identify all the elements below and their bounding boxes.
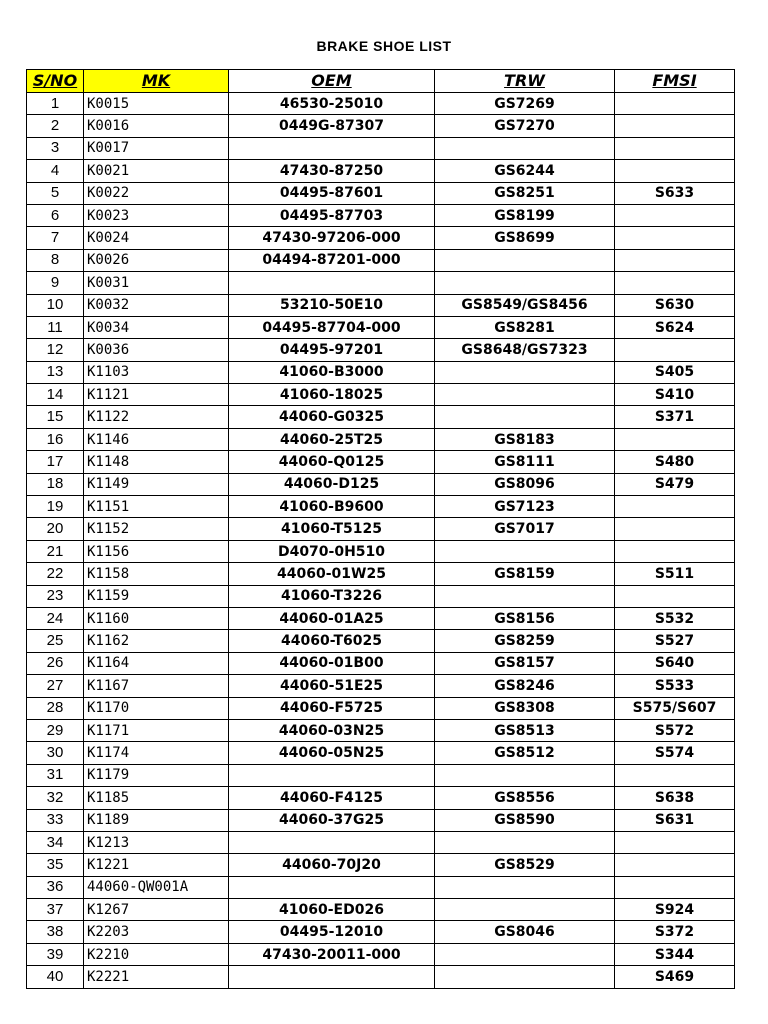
table-row xyxy=(27,876,735,898)
cell-fmsi xyxy=(615,160,735,182)
cell-mk: K2221 xyxy=(84,966,229,988)
table-row xyxy=(27,943,735,965)
cell-mk: K1162 xyxy=(84,630,229,652)
cell-sno: 35 xyxy=(27,854,84,876)
cell-oem xyxy=(229,137,435,159)
cell-fmsi xyxy=(615,540,735,562)
cell-mk: K1189 xyxy=(84,809,229,831)
cell-mk: K1121 xyxy=(84,384,229,406)
cell-sno: 25 xyxy=(27,630,84,652)
table-row xyxy=(27,451,735,473)
cell-sno: 34 xyxy=(27,831,84,853)
cell-oem xyxy=(229,966,435,988)
cell-fmsi: S480 xyxy=(615,451,735,473)
cell-mk: K1167 xyxy=(84,675,229,697)
cell-fmsi: S575/S607 xyxy=(615,697,735,719)
table-row xyxy=(27,339,735,361)
cell-oem: 04495-97201 xyxy=(229,339,435,361)
cell-mk: K0022 xyxy=(84,182,229,204)
cell-oem: 04495-12010 xyxy=(229,921,435,943)
cell-trw: GS8699 xyxy=(435,227,615,249)
cell-oem xyxy=(229,272,435,294)
cell-trw: GS8156 xyxy=(435,607,615,629)
cell-fmsi: S533 xyxy=(615,675,735,697)
table-row xyxy=(27,809,735,831)
cell-fmsi: S624 xyxy=(615,316,735,338)
cell-mk: K1146 xyxy=(84,428,229,450)
table-row xyxy=(27,249,735,271)
cell-trw xyxy=(435,540,615,562)
cell-fmsi xyxy=(615,227,735,249)
cell-trw: GS8111 xyxy=(435,451,615,473)
cell-fmsi: S572 xyxy=(615,719,735,741)
cell-trw: GS7269 xyxy=(435,93,615,115)
cell-mk: K1185 xyxy=(84,787,229,809)
cell-sno: 7 xyxy=(27,227,84,249)
cell-fmsi: S511 xyxy=(615,563,735,585)
table-row xyxy=(27,316,735,338)
table-row xyxy=(27,93,735,115)
cell-fmsi: S405 xyxy=(615,361,735,383)
cell-mk: K1158 xyxy=(84,563,229,585)
cell-oem: 04494-87201-000 xyxy=(229,249,435,271)
table-row xyxy=(27,854,735,876)
cell-fmsi xyxy=(615,518,735,540)
cell-sno: 40 xyxy=(27,966,84,988)
cell-oem xyxy=(229,876,435,898)
table-row xyxy=(27,294,735,316)
table-row xyxy=(27,137,735,159)
cell-trw: GS7270 xyxy=(435,115,615,137)
cell-trw xyxy=(435,899,615,921)
cell-fmsi: S532 xyxy=(615,607,735,629)
cell-fmsi: S410 xyxy=(615,384,735,406)
cell-oem: 47430-20011-000 xyxy=(229,943,435,965)
cell-oem: 44060-70J20 xyxy=(229,854,435,876)
cell-fmsi xyxy=(615,831,735,853)
cell-trw: GS8529 xyxy=(435,854,615,876)
cell-sno: 1 xyxy=(27,93,84,115)
cell-fmsi: S527 xyxy=(615,630,735,652)
cell-sno: 2 xyxy=(27,115,84,137)
cell-oem: 44060-01W25 xyxy=(229,563,435,585)
cell-mk: K1149 xyxy=(84,473,229,495)
table-row xyxy=(27,607,735,629)
table-row xyxy=(27,182,735,204)
cell-sno: 28 xyxy=(27,697,84,719)
cell-oem: 47430-87250 xyxy=(229,160,435,182)
cell-mk: K0017 xyxy=(84,137,229,159)
cell-mk: K0036 xyxy=(84,339,229,361)
cell-trw: GS7017 xyxy=(435,518,615,540)
table-row xyxy=(27,160,735,182)
cell-fmsi xyxy=(615,496,735,518)
cell-mk: K1171 xyxy=(84,719,229,741)
column-header-mk: MK xyxy=(84,70,229,93)
cell-sno: 17 xyxy=(27,451,84,473)
cell-sno: 16 xyxy=(27,428,84,450)
cell-fmsi xyxy=(615,876,735,898)
cell-trw xyxy=(435,384,615,406)
cell-fmsi xyxy=(615,204,735,226)
cell-mk: K1179 xyxy=(84,764,229,786)
cell-oem: 47430-97206-000 xyxy=(229,227,435,249)
cell-trw xyxy=(435,585,615,607)
table-row xyxy=(27,719,735,741)
cell-trw xyxy=(435,406,615,428)
cell-trw xyxy=(435,249,615,271)
cell-sno: 26 xyxy=(27,652,84,674)
cell-oem: 41060-18025 xyxy=(229,384,435,406)
cell-sno: 14 xyxy=(27,384,84,406)
cell-fmsi: S371 xyxy=(615,406,735,428)
document-title: BRAKE SHOE LIST xyxy=(316,38,452,54)
cell-mk: K0031 xyxy=(84,272,229,294)
cell-trw: GS8590 xyxy=(435,809,615,831)
cell-sno: 12 xyxy=(27,339,84,361)
cell-sno: 3 xyxy=(27,137,84,159)
cell-sno: 27 xyxy=(27,675,84,697)
cell-trw xyxy=(435,137,615,159)
table-row xyxy=(27,384,735,406)
cell-sno: 5 xyxy=(27,182,84,204)
table-header-row xyxy=(27,70,735,93)
table-row xyxy=(27,540,735,562)
cell-oem: 44060-G0325 xyxy=(229,406,435,428)
cell-oem: 53210-50E10 xyxy=(229,294,435,316)
cell-mk: K1164 xyxy=(84,652,229,674)
cell-mk: K1267 xyxy=(84,899,229,921)
table-row xyxy=(27,899,735,921)
cell-fmsi xyxy=(615,854,735,876)
cell-mk: K1159 xyxy=(84,585,229,607)
cell-trw: GS8513 xyxy=(435,719,615,741)
cell-oem: 41060-ED026 xyxy=(229,899,435,921)
cell-trw: GS8199 xyxy=(435,204,615,226)
cell-fmsi: S633 xyxy=(615,182,735,204)
table-row xyxy=(27,272,735,294)
cell-fmsi: S469 xyxy=(615,966,735,988)
table-row xyxy=(27,227,735,249)
table-row xyxy=(27,966,735,988)
cell-trw xyxy=(435,943,615,965)
cell-trw: GS8096 xyxy=(435,473,615,495)
table-row xyxy=(27,428,735,450)
cell-sno: 19 xyxy=(27,496,84,518)
table-row xyxy=(27,652,735,674)
cell-trw: GS8512 xyxy=(435,742,615,764)
table-row xyxy=(27,585,735,607)
cell-mk: K2210 xyxy=(84,943,229,965)
cell-fmsi: S479 xyxy=(615,473,735,495)
cell-mk: 44060-QW001A xyxy=(84,876,229,898)
cell-oem: 44060-25T25 xyxy=(229,428,435,450)
cell-oem xyxy=(229,764,435,786)
column-header-trw: TRW xyxy=(435,70,615,93)
cell-oem: 44060-01B00 xyxy=(229,652,435,674)
cell-fmsi xyxy=(615,339,735,361)
cell-mk: K2203 xyxy=(84,921,229,943)
cell-sno: 37 xyxy=(27,899,84,921)
table-row xyxy=(27,742,735,764)
cell-sno: 8 xyxy=(27,249,84,271)
cell-oem: 44060-Q0125 xyxy=(229,451,435,473)
cell-oem: D4070-0H510 xyxy=(229,540,435,562)
cell-oem: 44060-05N25 xyxy=(229,742,435,764)
table-row xyxy=(27,204,735,226)
cell-oem: 41060-B3000 xyxy=(229,361,435,383)
table-row xyxy=(27,518,735,540)
cell-fmsi xyxy=(615,585,735,607)
table-row xyxy=(27,764,735,786)
cell-mk: K1170 xyxy=(84,697,229,719)
cell-mk: K0016 xyxy=(84,115,229,137)
cell-oem: 44060-01A25 xyxy=(229,607,435,629)
cell-sno: 15 xyxy=(27,406,84,428)
cell-mk: K1148 xyxy=(84,451,229,473)
cell-oem: 04495-87601 xyxy=(229,182,435,204)
cell-oem: 04495-87704-000 xyxy=(229,316,435,338)
cell-fmsi xyxy=(615,428,735,450)
table-row xyxy=(27,921,735,943)
table-body xyxy=(27,93,735,989)
cell-trw xyxy=(435,966,615,988)
cell-sno: 39 xyxy=(27,943,84,965)
cell-fmsi xyxy=(615,249,735,271)
cell-sno: 23 xyxy=(27,585,84,607)
cell-mk: K1122 xyxy=(84,406,229,428)
cell-trw: GS8157 xyxy=(435,652,615,674)
cell-mk: K1152 xyxy=(84,518,229,540)
cell-sno: 38 xyxy=(27,921,84,943)
column-header-fmsi: FMSI xyxy=(615,70,735,93)
cell-sno: 32 xyxy=(27,787,84,809)
cell-mk: K0024 xyxy=(84,227,229,249)
cell-trw: GS8281 xyxy=(435,316,615,338)
cell-trw: GS8246 xyxy=(435,675,615,697)
cell-oem: 44060-F4125 xyxy=(229,787,435,809)
cell-fmsi: S372 xyxy=(615,921,735,943)
cell-trw: GS8046 xyxy=(435,921,615,943)
cell-oem: 44060-F5725 xyxy=(229,697,435,719)
cell-oem: 41060-B9600 xyxy=(229,496,435,518)
cell-sno: 21 xyxy=(27,540,84,562)
cell-trw xyxy=(435,876,615,898)
column-header-sno: S/NO xyxy=(27,70,84,93)
cell-mk: K1174 xyxy=(84,742,229,764)
cell-sno: 18 xyxy=(27,473,84,495)
cell-mk: K0026 xyxy=(84,249,229,271)
cell-sno: 36 xyxy=(27,876,84,898)
table-row xyxy=(27,675,735,697)
cell-fmsi: S640 xyxy=(615,652,735,674)
cell-sno: 20 xyxy=(27,518,84,540)
cell-fmsi xyxy=(615,115,735,137)
cell-trw: GS8251 xyxy=(435,182,615,204)
cell-trw: GS8556 xyxy=(435,787,615,809)
cell-fmsi xyxy=(615,137,735,159)
cell-oem: 44060-03N25 xyxy=(229,719,435,741)
cell-sno: 22 xyxy=(27,563,84,585)
cell-sno: 9 xyxy=(27,272,84,294)
cell-oem: 04495-87703 xyxy=(229,204,435,226)
cell-oem: 44060-37G25 xyxy=(229,809,435,831)
cell-mk: K1103 xyxy=(84,361,229,383)
cell-mk: K0034 xyxy=(84,316,229,338)
cell-fmsi: S638 xyxy=(615,787,735,809)
cell-mk: K0021 xyxy=(84,160,229,182)
table-row xyxy=(27,831,735,853)
cell-trw: GS7123 xyxy=(435,496,615,518)
cell-fmsi: S630 xyxy=(615,294,735,316)
cell-trw xyxy=(435,272,615,294)
cell-sno: 33 xyxy=(27,809,84,831)
cell-trw: GS6244 xyxy=(435,160,615,182)
cell-oem: 44060-D125 xyxy=(229,473,435,495)
cell-sno: 10 xyxy=(27,294,84,316)
table-row xyxy=(27,496,735,518)
brake-shoe-table xyxy=(26,69,735,989)
cell-fmsi: S924 xyxy=(615,899,735,921)
cell-fmsi xyxy=(615,93,735,115)
cell-sno: 4 xyxy=(27,160,84,182)
cell-sno: 29 xyxy=(27,719,84,741)
cell-fmsi xyxy=(615,764,735,786)
cell-fmsi xyxy=(615,272,735,294)
table-row xyxy=(27,115,735,137)
cell-trw xyxy=(435,764,615,786)
table-row xyxy=(27,697,735,719)
table-row xyxy=(27,406,735,428)
cell-sno: 11 xyxy=(27,316,84,338)
table-row xyxy=(27,563,735,585)
cell-mk: K1151 xyxy=(84,496,229,518)
table-row xyxy=(27,361,735,383)
cell-sno: 24 xyxy=(27,607,84,629)
cell-oem: 46530-25010 xyxy=(229,93,435,115)
cell-sno: 6 xyxy=(27,204,84,226)
cell-fmsi: S344 xyxy=(615,943,735,965)
cell-trw: GS8308 xyxy=(435,697,615,719)
cell-mk: K1213 xyxy=(84,831,229,853)
cell-trw xyxy=(435,831,615,853)
cell-sno: 31 xyxy=(27,764,84,786)
cell-mk: K1221 xyxy=(84,854,229,876)
cell-trw: GS8259 xyxy=(435,630,615,652)
cell-mk: K0023 xyxy=(84,204,229,226)
cell-trw: GS8159 xyxy=(435,563,615,585)
cell-sno: 13 xyxy=(27,361,84,383)
cell-trw xyxy=(435,361,615,383)
cell-oem: 41060-T5125 xyxy=(229,518,435,540)
cell-fmsi: S631 xyxy=(615,809,735,831)
cell-oem: 44060-T6025 xyxy=(229,630,435,652)
cell-trw: GS8549/GS8456 xyxy=(435,294,615,316)
cell-trw: GS8183 xyxy=(435,428,615,450)
cell-mk: K0015 xyxy=(84,93,229,115)
cell-mk: K0032 xyxy=(84,294,229,316)
table-row xyxy=(27,787,735,809)
cell-oem xyxy=(229,831,435,853)
cell-oem: 44060-51E25 xyxy=(229,675,435,697)
cell-oem: 41060-T3226 xyxy=(229,585,435,607)
cell-oem: 0449G-87307 xyxy=(229,115,435,137)
cell-fmsi: S574 xyxy=(615,742,735,764)
table-row xyxy=(27,473,735,495)
cell-mk: K1160 xyxy=(84,607,229,629)
table-row xyxy=(27,630,735,652)
column-header-oem: OEM xyxy=(229,70,435,93)
cell-trw: GS8648/GS7323 xyxy=(435,339,615,361)
cell-mk: K1156 xyxy=(84,540,229,562)
cell-sno: 30 xyxy=(27,742,84,764)
